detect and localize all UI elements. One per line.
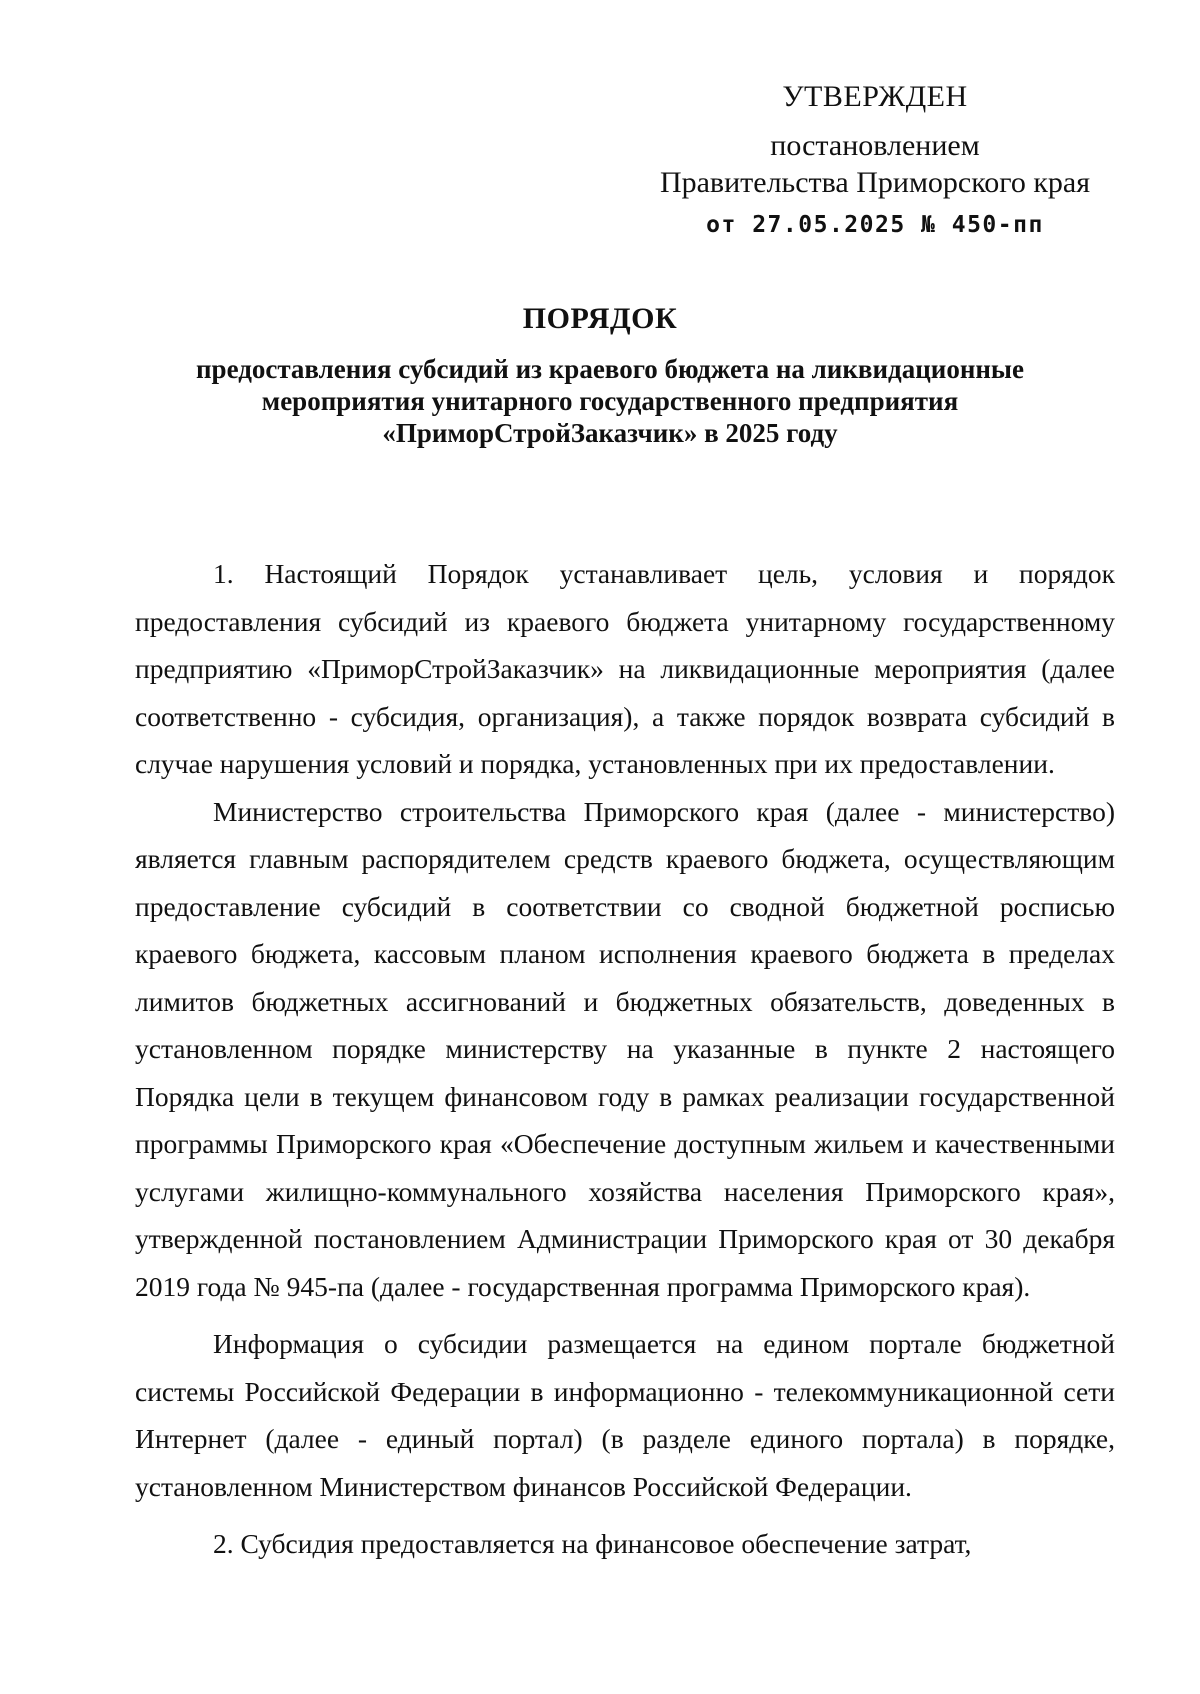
paragraph-ministry: Министерство строительства Приморского края (далее - министерство) является главным распорядителем средств краевого бюджета, осуществляющим предоставление субсидий в соответствии со сводной бюджетной росписью краевого бюджета, кассовым планом исполнения краевого бюджета в пределах лимитов бюджетных ассигнований и бюджетных обязательств, доведенных в установленном порядке министерству на указанные в пункте 2 настоящего Порядка цели в текущем финансовом году в рамках реализации государственной программы Приморского края «Обеспечение доступным жильем и качественными услугами жилищно-коммунального хозяйства населения Приморского края», утвержденной постановлением Администрации Приморского края от 30 декабря 2019 года № 945-па (далее - государственная программа Приморского края). [135, 795, 1115, 1302]
approval-line-decree: постановлением [770, 129, 980, 162]
paragraph-portal-info: Информация о субсидии размещается на едином портале бюджетной системы Российской Федерации в информационно - телекоммуникационной сети Интернет (далее - единый портал) (в разделе единого портала) в порядке, установленном Министерством финансов Российской Федерации. [135, 1328, 1115, 1502]
subtitle-line: «ПриморСтройЗаказчик» в 2025 году [382, 418, 838, 448]
document-title: ПОРЯДОК [522, 302, 678, 335]
document-body [135, 550, 1115, 1568]
paragraph-2: 2. Субсидия предоставляется на финансовое обеспечение затрат, [213, 1528, 972, 1559]
approval-block [640, 78, 1110, 244]
subtitle-line: предоставления субсидий из краевого бюджета на ликвидационные [196, 354, 1024, 384]
subtitle-line: мероприятия унитарного государственного предприятия [261, 386, 959, 416]
document-subtitle [150, 353, 1070, 449]
approval-stamp: УТВЕРЖДЕН [782, 80, 968, 113]
approval-date-number: от 27.05.2025 № 450-пп [706, 212, 1044, 238]
paragraph-1: 1. Настоящий Порядок устанавливает цель, условия и порядок предоставления субсидий из краевого бюджета унитарному государственному предприятию «ПриморСтройЗаказчик» на ликвидационные мероприятия (далее соответственно - субсидия, организация), а также порядок возврата субсидий в случае нарушения условий и порядка, установленных при их предоставлении. [135, 558, 1115, 779]
approval-line-government: Правительства Приморского края [659, 166, 1091, 199]
